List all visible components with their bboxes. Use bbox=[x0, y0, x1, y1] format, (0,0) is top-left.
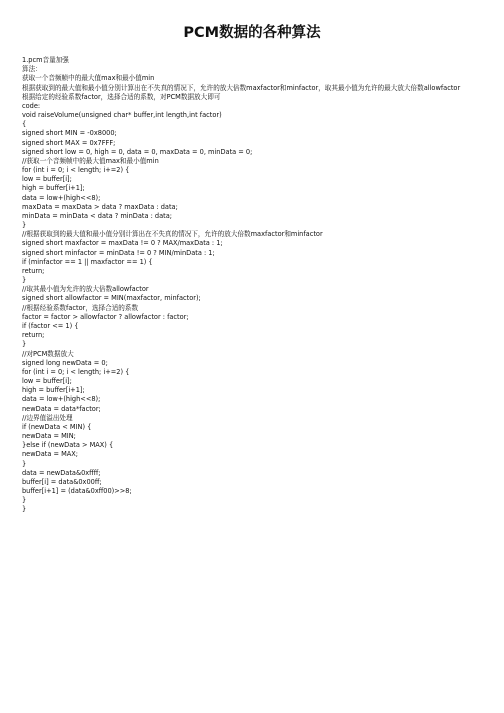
document-line: return; bbox=[22, 266, 45, 275]
document-body bbox=[22, 56, 492, 515]
document-line: if (newData < MIN) { bbox=[22, 422, 92, 431]
document-line: } bbox=[22, 496, 27, 505]
document-line: factor = factor > allowfactor ? allowfactor : factor; bbox=[22, 312, 189, 321]
document-line: high = buffer[i+1]; bbox=[22, 184, 85, 193]
document-line: signed short allowfactor = MIN(maxfactor, minfactor); bbox=[22, 294, 201, 303]
document-line: for (int i = 0; i < length; i+=2) { bbox=[22, 166, 130, 175]
document-line: low = buffer[i]; bbox=[22, 377, 72, 386]
document-line: high = buffer[i+1]; bbox=[22, 386, 85, 395]
document-line: data = low+(high<<8); bbox=[22, 395, 101, 404]
document-line: signed long newData = 0; bbox=[22, 358, 108, 367]
document-line: }else if (newData > MAX) { bbox=[22, 441, 114, 450]
document-title: PCM数据的各种算法 bbox=[183, 25, 321, 41]
document-line: signed short minfactor = minData != 0 ? MIN/minData : 1; bbox=[22, 248, 215, 257]
document-line: signed short low = 0, high = 0, data = 0, maxData = 0, minData = 0; bbox=[22, 147, 253, 156]
document-line: newData = data*factor; bbox=[22, 404, 101, 413]
document-line: } bbox=[22, 340, 27, 349]
document-line: //根据经验系数factor，选择合适的系数 bbox=[22, 303, 139, 312]
document-line: if (minfactor == 1 || maxfactor == 1) { bbox=[22, 257, 153, 266]
document-line: code: bbox=[22, 101, 41, 110]
document-line: } bbox=[22, 221, 27, 230]
document-line: signed short MIN = -0x8000; bbox=[22, 129, 117, 138]
document-line: //取其最小值为允许的放大倍数allowfactor bbox=[22, 285, 149, 294]
document-line: return; bbox=[22, 331, 45, 340]
document-line: data = low+(high<<8); bbox=[22, 193, 101, 202]
document-line: 算法： bbox=[22, 65, 42, 74]
document-line: 获取一个音频帧中的最大值max和最小值min bbox=[22, 74, 155, 83]
document-line: 根据给定的经验系数factor，选择合适的系数，对PCM数据放大即可 bbox=[22, 92, 221, 101]
document-line: maxData = maxData > data ? maxData : data; bbox=[22, 202, 178, 211]
document-line: } bbox=[22, 459, 27, 468]
document-line: //对PCM数据放大 bbox=[22, 349, 74, 358]
document-line: //根据获取到的最大值和最小值分别计算出在不失真的情况下，允许的放大倍数maxfactor和minfactor bbox=[22, 230, 323, 239]
document-line: } bbox=[22, 505, 27, 514]
document-line: 根据获取到的最大值和最小值分别计算出在不失真的情况下，允许的放大倍数maxfactor和minfactor，取其最小值为允许的最大放大倍数allowfactor bbox=[22, 83, 461, 92]
document-line: signed short MAX = 0x7FFF; bbox=[22, 138, 116, 147]
document-line: //获取一个音频帧中的最大值max和最小值min bbox=[22, 156, 159, 165]
document-line: minData = minData < data ? minData : data; bbox=[22, 211, 172, 220]
document-line: void raiseVolume(unsigned char* buffer,int length,int factor) bbox=[22, 111, 222, 120]
document-line: 1.pcm音量加强 bbox=[22, 56, 69, 64]
document-line: } bbox=[22, 276, 27, 285]
document-line: data = newData&0xffff; bbox=[22, 468, 101, 477]
document-line: buffer[i+1] = (data&0xff00)>>8; bbox=[22, 487, 132, 496]
document-line: for (int i = 0; i < length; i+=2) { bbox=[22, 367, 130, 376]
document-line: //边界值溢出处理 bbox=[22, 413, 73, 422]
document-line: signed short maxfactor = maxData != 0 ? MAX/maxData : 1; bbox=[22, 239, 223, 248]
document-line: buffer[i] = data&0x00ff; bbox=[22, 477, 102, 486]
document-line: { bbox=[22, 120, 27, 129]
document-line: low = buffer[i]; bbox=[22, 175, 72, 184]
document-line: newData = MAX; bbox=[22, 450, 79, 459]
document-line: newData = MIN; bbox=[22, 432, 76, 441]
document-line: if (factor <= 1) { bbox=[22, 322, 79, 330]
